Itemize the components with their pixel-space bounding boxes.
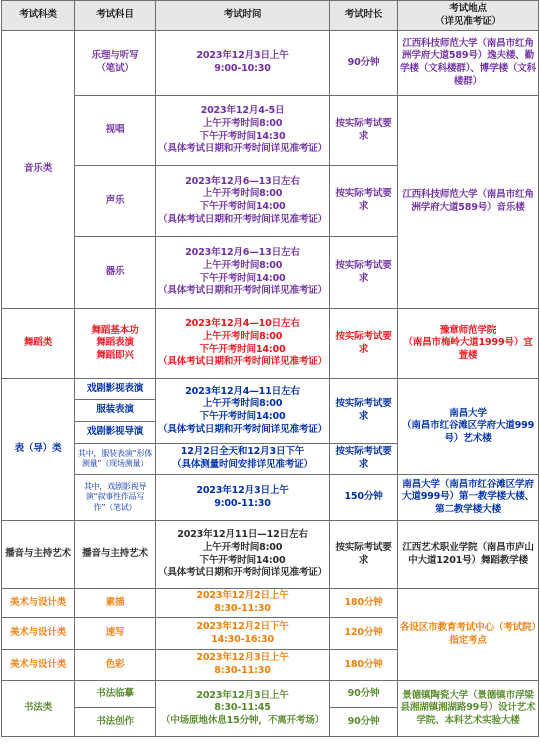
art-color-time: 2023年12月3日上午 8:30-11:30	[156, 650, 330, 681]
music-vocal-subject: 声乐	[75, 166, 156, 237]
drama-measure-subject: 其中，服装表演“形体测量”（现场测量）	[75, 444, 156, 475]
music-theory-duration: 90分钟	[330, 31, 398, 96]
art-category-cell: 美术与设计类	[2, 618, 75, 650]
art-speed-time: 2023年12月2日下午 14:30-16:30	[156, 618, 330, 650]
drama-written-location: 南昌大学（南昌市红谷滩区学府大道999号）第一教学楼大楼、第二教学楼大楼	[398, 475, 539, 521]
calligraphy-time: 2023年12月3日上午 8:30-11:45 （中场原地休息15分钟，不离开考场）	[156, 681, 330, 737]
calligraphy-copy-subject: 书法临摹	[75, 681, 156, 708]
drama-measure-time: 12月2日全天和12月3日下午 （具体测量时间安排详见准考证）	[156, 444, 330, 475]
art-category-cell: 美术与设计类	[2, 650, 75, 681]
drama-written-time: 2023年12月3日上午 9:00-11:30	[156, 475, 330, 521]
drama-time: 2023年12月4—11日左右 上午开考时间8:00 下午开考时间14:00 （具体考试日期和开考时间详见准考证）	[156, 379, 330, 444]
calligraphy-create-subject: 书法创作	[75, 708, 156, 737]
drama-measure-duration: 按实际考试要求	[330, 444, 398, 475]
art-sketch-duration: 180分钟	[330, 589, 398, 618]
broadcast-location: 江西艺术职业学院（南昌市庐山中大道1201号）舞蹈教学楼	[398, 521, 539, 589]
art-sketch-time: 2023年12月2日上午 8:30-11:30	[156, 589, 330, 618]
art-location: 各设区市教育考试中心（考试院）指定考点	[398, 589, 539, 681]
broadcast-time: 2023年12月11日—12日左右 上午开考时间8:00 下午开考时间14:00 （具体考试日期和开考时间详见准考证）	[156, 521, 330, 589]
table-row	[2, 475, 539, 521]
table-row	[2, 379, 539, 400]
calligraphy-category-cell: 书法类	[2, 681, 75, 737]
drama-film-performance-subject: 戏剧影视表演	[75, 379, 156, 400]
drama-directing-subject: 戏剧影视导演	[75, 422, 156, 444]
table-row	[2, 681, 539, 708]
drama-category-cell: 表（导）类	[2, 379, 75, 521]
table-row	[2, 96, 539, 166]
exam-schedule-table	[1, 0, 539, 737]
dance-category-cell: 舞蹈类	[2, 309, 75, 379]
header-time: 考试时间	[156, 1, 330, 31]
music-theory-location: 江西科技师范大学（南昌市红角洲学府大道589号）逸夫楼、勤学楼（文科楼群）、博学楼（文科楼群）	[398, 31, 539, 96]
header-location: 考试地点 （详见准考证）	[398, 1, 539, 31]
dance-subject: 舞蹈基本功 舞蹈表演 舞蹈即兴	[75, 309, 156, 379]
art-color-subject: 色彩	[75, 650, 156, 681]
dance-duration: 按实际考试要求	[330, 309, 398, 379]
music-vocal-duration: 按实际考试要求	[330, 166, 398, 237]
dance-time: 2023年12月4—10日左右 上午开考时间8:00 下午开考时间14:00 （具体考试日期和开考时间详见准考证）	[156, 309, 330, 379]
music-performance-location: 江西科技师范大学（南昌市红角洲学府大道589号）音乐楼	[398, 96, 539, 309]
header-row	[2, 1, 539, 31]
music-theory-subject: 乐理与听写 （笔试）	[75, 31, 156, 96]
broadcast-subject: 播音与主持艺术	[75, 521, 156, 589]
music-theory-time: 2023年12月3日上午 9:00-10:30	[156, 31, 330, 96]
calligraphy-copy-duration: 90分钟	[330, 681, 398, 708]
music-singing-time: 2023年12月4-5日 上午开考时间8:00 下午开考时间14:30 （具体考试日期和开考时间详见准考证）	[156, 96, 330, 166]
header-subject: 考试科目	[75, 1, 156, 31]
table-row	[2, 31, 539, 96]
music-singing-duration: 按实际考试要求	[330, 96, 398, 166]
music-singing-subject: 视唱	[75, 96, 156, 166]
music-category-cell: 音乐类	[2, 31, 75, 309]
music-instrument-subject: 器乐	[75, 237, 156, 309]
table-row	[2, 589, 539, 618]
table-row	[2, 309, 539, 379]
art-speed-duration: 120分钟	[330, 618, 398, 650]
broadcast-duration: 按实际考试要求	[330, 521, 398, 589]
art-category-cell: 美术与设计类	[2, 589, 75, 618]
art-sketch-subject: 素描	[75, 589, 156, 618]
music-instrument-duration: 按实际考试要求	[330, 237, 398, 309]
drama-written-duration: 150分钟	[330, 475, 398, 521]
calligraphy-create-duration: 90分钟	[330, 708, 398, 737]
drama-written-subject: 其中，戏剧影视导演“叙事性作品写作”（笔试）	[75, 475, 156, 521]
calligraphy-location: 景德镇陶瓷大学（景德镇市浮梁县湘湖镇湘湖路99号）设计艺术学院、本科艺术实验大楼	[398, 681, 539, 737]
broadcast-category-cell: 播音与主持艺术	[2, 521, 75, 589]
dance-location: 豫章师范学院 （南昌市梅岭大道1999号）宜萱楼	[398, 309, 539, 379]
music-instrument-time: 2023年12月6—13日左右 上午开考时间8:00 下午开考时间14:00 （具体考试日期和开考时间详见准考证）	[156, 237, 330, 309]
drama-costume-subject: 服装表演	[75, 400, 156, 422]
header-category: 考试科类	[2, 1, 75, 31]
art-color-duration: 180分钟	[330, 650, 398, 681]
drama-location: 南昌大学 （南昌市红谷滩区学府大道999号）艺术楼	[398, 379, 539, 475]
art-speed-subject: 速写	[75, 618, 156, 650]
music-vocal-time: 2023年12月6—13日左右 上午开考时间8:00 下午开考时间14:00 （具体考试日期和开考时间详见准考证）	[156, 166, 330, 237]
drama-duration: 按实际考试要求	[330, 379, 398, 444]
table-row	[2, 521, 539, 589]
header-duration: 考试时长	[330, 1, 398, 31]
